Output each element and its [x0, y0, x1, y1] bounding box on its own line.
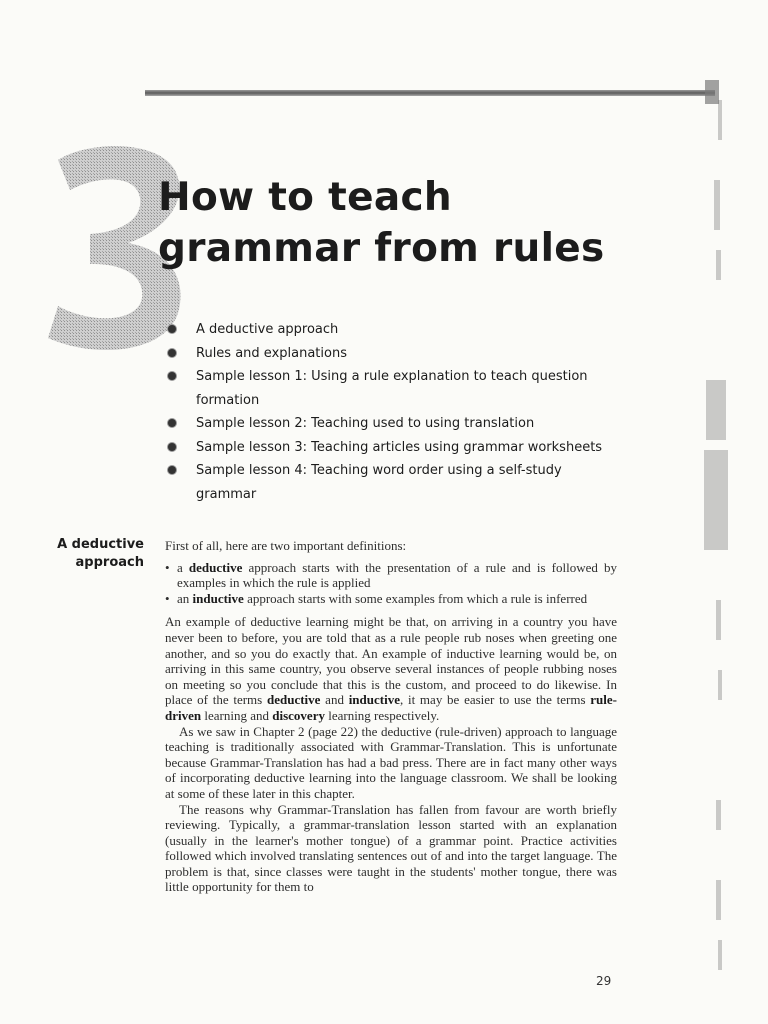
scan-mark — [718, 670, 722, 700]
section-heading — [48, 536, 144, 572]
contents-item — [168, 436, 608, 460]
chapter-title — [158, 172, 618, 274]
scan-mark — [718, 940, 722, 970]
bullet-icon — [168, 372, 176, 380]
definition-inductive: • an inductive approach starts with some examples from which a rule is inferred — [165, 591, 617, 607]
contents-item-label: Sample lesson 2: Teaching used to using translation — [196, 416, 535, 431]
scan-mark — [716, 800, 721, 830]
contents-item — [168, 412, 608, 436]
contents-item-label: Sample lesson 3: Teaching articles using grammar worksheets — [196, 439, 603, 455]
contents-item-label: Sample lesson 4: Teaching word order using a self-study grammar — [196, 463, 562, 502]
chapter-title-line-1: How to teach — [158, 175, 452, 220]
section-heading-line-2: approach — [75, 555, 144, 570]
scan-mark — [716, 880, 721, 920]
section-heading-line-1: A deductive — [57, 537, 144, 552]
bullet-icon — [168, 466, 176, 474]
page-number: 29 — [596, 974, 612, 988]
bullet-icon — [168, 443, 176, 451]
bullet-icon — [168, 325, 176, 333]
scan-mark — [716, 600, 721, 640]
scan-mark — [714, 180, 720, 230]
contents-item — [168, 342, 608, 366]
chapter-contents-list — [168, 318, 608, 506]
top-rule — [145, 90, 715, 96]
paragraph-2: As we saw in Chapter 2 (page 22) the deductive (rule-driven) approach to language teaching is traditionally associated with Grammar-Translation. This is unfortunate because Grammar-Translation has had a bad press. There are in fact many other ways of incorporating deductive learning into the language classroom. We shall be looking at some of these later in this chapter. — [165, 723, 617, 801]
bullet-icon — [168, 349, 176, 357]
contents-item-label: Sample lesson 1: Using a rule explanation to teach question formation — [196, 369, 588, 408]
definitions-list — [165, 560, 617, 607]
chapter-title-line-2: grammar from rules — [158, 226, 605, 271]
paragraph-1: An example of deductive learning might be that, on arriving in a country you have never been to before, you are told that as a rule people rub noses when greeting one another, and so you do exactly that. An example of inductive learning would be, on arriving in this same country, you observe several instances of people rubbing noses on meeting so you conclude that this is the custom, and proceed to do likewise. In place of the terms deductive and inductive, it may be easier to use the terms rule-driven learning and discovery learning respectively. — [165, 614, 617, 723]
definition-deductive: • a deductive approach starts with the presentation of a rule and is followed by examples in which the rule is applied — [165, 560, 617, 591]
contents-item-label: Rules and explanations — [196, 345, 347, 361]
scan-mark — [706, 380, 726, 440]
contents-item — [168, 459, 608, 506]
top-rule-end — [705, 80, 719, 104]
bullet-icon — [168, 419, 176, 427]
scan-mark — [716, 250, 721, 280]
contents-item — [168, 365, 608, 412]
intro-paragraph: First of all, here are two important definitions: — [165, 538, 407, 553]
paragraph-3: The reasons why Grammar-Translation has fallen from favour are worth briefly reviewing. Typically, a grammar-translation lesson started with an explanation (usually in the learner's mother tongue) of a grammar point. Practice activities followed which involved translating sentences out of and into the target language. The problem is that, since classes were taught in the students' mother tongue, there was little opportunity for them to — [165, 801, 617, 895]
scan-mark — [718, 100, 722, 140]
contents-item — [168, 318, 608, 342]
body-text — [165, 538, 617, 895]
contents-item-label: A deductive approach — [196, 322, 339, 337]
scan-mark — [704, 450, 728, 550]
